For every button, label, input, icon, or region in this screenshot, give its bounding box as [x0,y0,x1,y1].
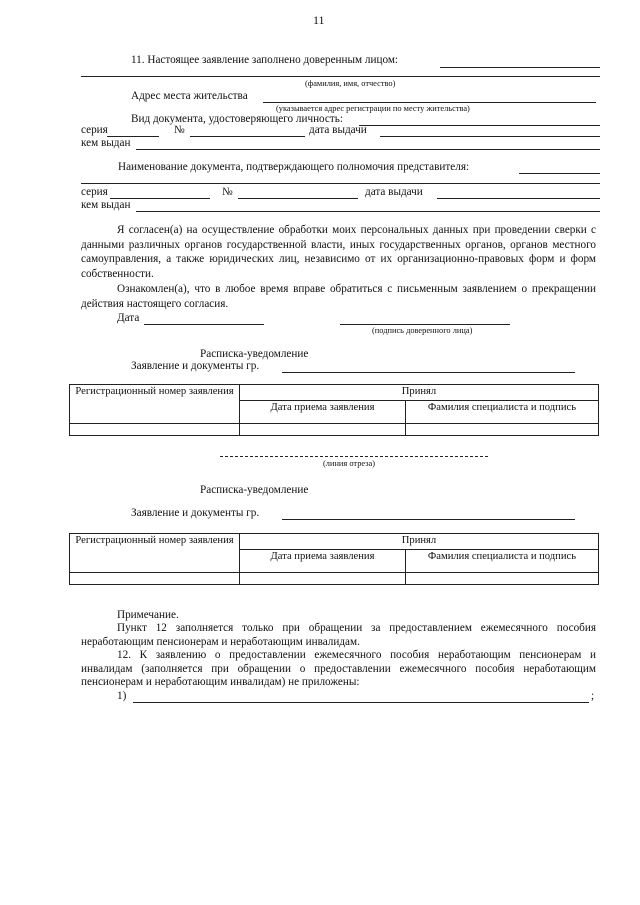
receipt1-title: Расписка-уведомление [200,348,309,360]
issued-by-label-2: кем выдан [81,199,131,211]
number-label: № [174,124,185,136]
series-label: серия [81,124,108,136]
receipt1-col-reg: Регистрационный номер заявления [70,385,240,424]
note-title: Примечание. [117,609,179,621]
item12-text: 12. К заявлению о предоставлении ежемесячного пособия неработающим пенсионерам и инвалидам (заполняется при обращении о предоставлении ежемесячного пособия неработающим пенсионерам и неработающим инвалидам) не приложены: [81,649,596,688]
issue-date-label: дата выдачи [309,124,367,136]
id-doc-line[interactable] [359,125,600,126]
list-end: ; [591,690,595,702]
receipt1-table [69,384,599,436]
receipt1-col-accepted: Принял [240,385,599,401]
authority-doc-label: Наименование документа, подтверждающего полномочия представителя: [118,161,470,173]
receipt2-specialist-cell[interactable] [406,572,599,584]
receipt1-col-specialist: Фамилия специалиста и подпись [406,400,599,423]
number-label-2: № [222,186,233,198]
list-marker: 1) [117,690,127,702]
consent-paragraph: Я согласен(а) на осуществление обработки моих персональных данных при проведении сверки с данными различных органов государственной власти, иных государственных органов, органов местного самоуправления, а также юридических лиц, независимо от их организационно-правовых форм и форм собственности. [81,224,596,280]
receipt1-col-date: Дата приема заявления [240,400,406,423]
name-caption: (фамилия, имя, отчество) [305,79,396,88]
address-caption: (указывается адрес регистрации по месту жительства) [276,104,470,113]
issue-date-line-2[interactable] [437,198,600,199]
receipt2-table [69,533,599,585]
receipt2-date-cell[interactable] [240,572,406,584]
receipt1-specialist-cell[interactable] [406,423,599,435]
page-number: 11 [313,13,325,27]
receipt2-docs-label: Заявление и документы гр. [131,507,260,519]
receipt1-reg-cell[interactable] [70,423,240,435]
authority-doc-line-1[interactable] [519,173,600,174]
date-label: Дата [117,312,140,324]
note-text: Пункт 12 заполняется только при обращении за предоставлением ежемесячного пособия неработающим пенсионерам и неработающим инвалидам. [81,622,596,648]
receipt1-docs-line[interactable] [282,372,575,373]
date-line[interactable] [144,324,264,325]
cut-line [220,456,488,457]
trustee-name-line-1[interactable] [440,67,600,68]
receipt1-docs-label: Заявление и документы гр. [131,360,260,372]
address-line[interactable] [263,102,596,103]
section11-intro: 11. Настоящее заявление заполнено доверенным лицом: [131,54,399,66]
receipt2-col-reg: Регистрационный номер заявления [70,534,240,573]
trustee-name-line-2[interactable] [81,76,600,77]
receipt2-reg-cell[interactable] [70,572,240,584]
acknowledgement-paragraph: Ознакомлен(а), что в любое время вправе обратиться с письменным заявлением о прекращении действия настоящего согласия. [81,283,596,310]
receipt2-col-specialist: Фамилия специалиста и подпись [406,549,599,572]
issued-by-line[interactable] [136,149,600,150]
series-label-2: серия [81,186,108,198]
cut-line-caption: (линия отреза) [323,459,376,468]
attachment-line[interactable] [133,702,589,703]
receipt2-col-date: Дата приема заявления [240,549,406,572]
issue-date-line[interactable] [380,136,600,137]
receipt2-col-accepted: Принял [240,534,599,550]
number-line[interactable] [190,136,305,137]
authority-doc-line-2[interactable] [81,183,600,184]
issued-by-label: кем выдан [81,137,131,149]
receipt2-docs-line[interactable] [282,519,575,520]
number-line-2[interactable] [238,198,358,199]
issue-date-label-2: дата выдачи [365,186,423,198]
signature-line[interactable] [340,324,510,325]
issued-by-line-2[interactable] [136,211,600,212]
address-label: Адрес места жительства [131,90,248,102]
receipt1-date-cell[interactable] [240,423,406,435]
signature-caption: (подпись доверенного лица) [372,326,473,335]
receipt2-title: Расписка-уведомление [200,484,309,496]
id-doc-label: Вид документа, удостоверяющего личность: [131,113,343,125]
